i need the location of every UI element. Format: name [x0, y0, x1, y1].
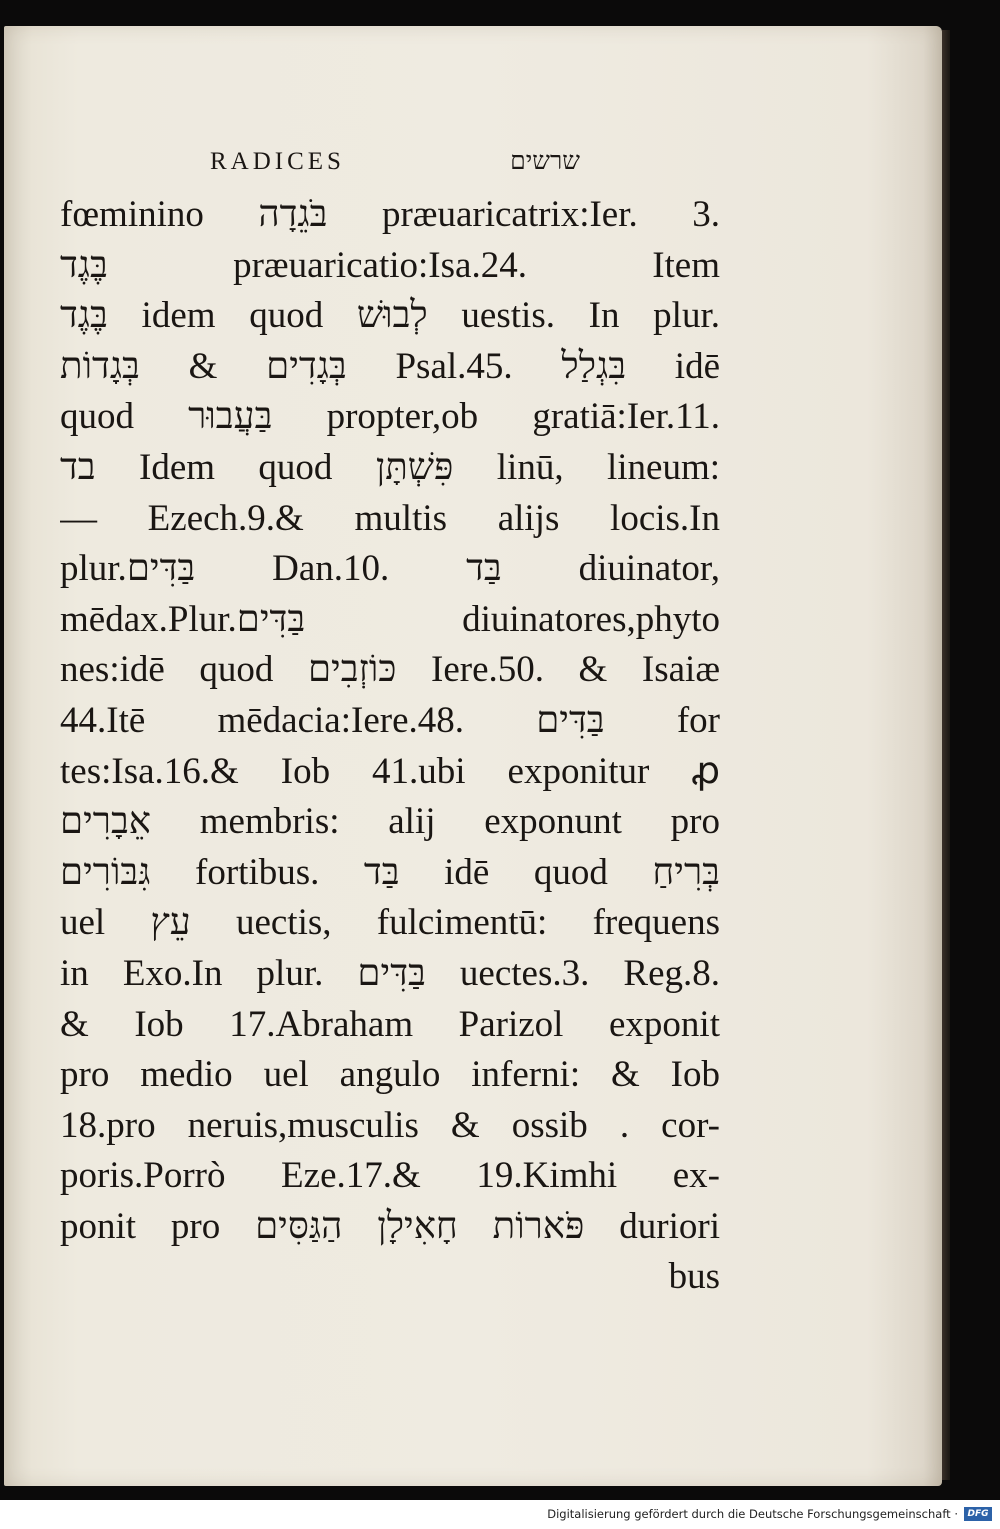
text-line: אֵבָרִים membris: alij exponunt pro — [60, 801, 720, 843]
text-line: בֶּגֶד præuaricatio:Isa.24. Item — [60, 244, 720, 286]
running-head-latin: RADICES — [210, 148, 345, 175]
text-line: tes:Isa.16.& Iob 41.ubi exponitur ꝓ — [60, 750, 720, 792]
text-line: uel עֵץ uectis, fulcimentū: frequens — [60, 902, 720, 944]
text-line: ponit pro פֹּארוֹת חָאִילָן הַגַּסִּים duriori — [60, 1205, 720, 1247]
text-line: fœminino בֹּגֵדָה præuaricatrix:Ier. 3. — [60, 194, 720, 235]
running-head — [210, 148, 580, 184]
text-line: — Ezech.9.& multis alijs locis.In — [60, 497, 720, 539]
text-line: גִּבּוֹרִים fortibus. בַּד idē quod בְּרִיחַ — [60, 851, 720, 893]
footer-bar — [0, 1500, 1000, 1529]
footer-credit: Digitalisierung gefördert durch die Deutsche Forschungsgemeinschaft · — [547, 1507, 958, 1521]
dfg-logo-icon: DFG — [964, 1507, 992, 1521]
running-head-hebrew: שרשים — [510, 148, 580, 175]
text-line: 18.pro neruis,musculis & ossib . cor- — [60, 1104, 720, 1146]
text-line: plur.בַּדִּים Dan.10. בַּד diuinator, — [60, 548, 720, 590]
text-line: pro medio uel angulo inferni: & Iob — [60, 1054, 720, 1096]
text-line: nes:idē quod כּוֹזְבִים Iere.50. & Isaiæ — [60, 649, 720, 691]
text-line: quod בַּעֲבוּר propter,ob gratiā:Ier.11. — [60, 396, 720, 438]
text-line: in Exo.In plur. בַּדִּים uectes.3. Reg.8. — [60, 952, 720, 994]
catchword: bus — [668, 1256, 720, 1298]
text-line: mēdax.Plur.בַּדִּים diuinatores,phyto — [60, 598, 720, 640]
text-line: בֶּגֶד idem quod לְבוּשׁ uestis. In plur. — [60, 295, 720, 337]
text-block — [60, 190, 720, 1303]
text-line: בְּגָדִים & בְּגָדוֹת Psal.45. בִּגְלַל idē — [60, 345, 720, 387]
text-line: & Iob 17.Abraham Parizol exponit — [60, 1003, 720, 1045]
text-line: poris.Porrò Eze.17.& 19.Kimhi ex- — [60, 1155, 720, 1197]
text-line: בד Idem quod פִּשְׁתָּן linū, lineum: — [60, 446, 720, 488]
page-edge — [942, 30, 950, 1480]
text-line: 44.Itē mēdacia:Iere.48. בַּדִּים for — [60, 699, 720, 741]
